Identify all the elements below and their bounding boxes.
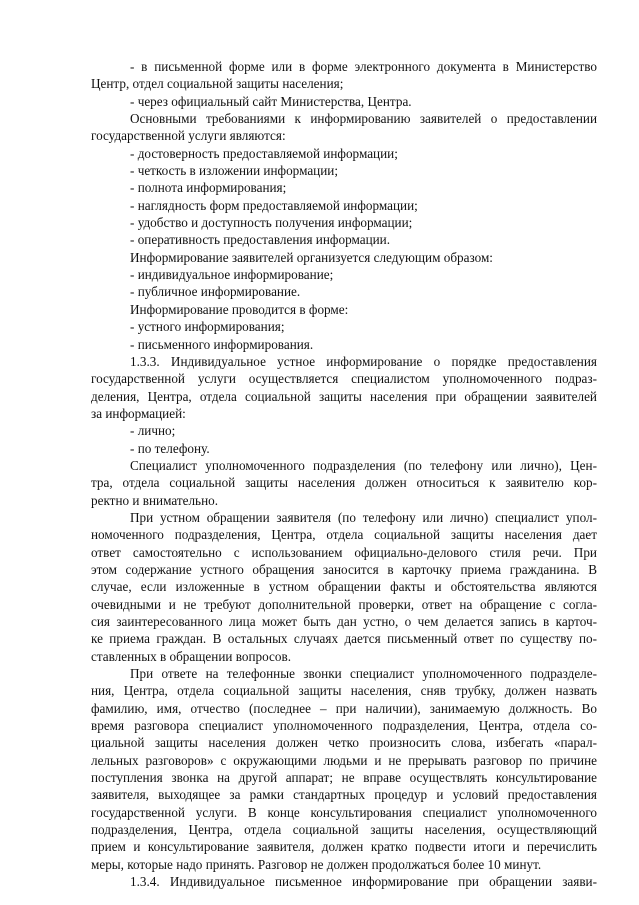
text-line: - оперативность предоставления информации.: [130, 232, 391, 248]
text-line: очевидными и не требуют дополнительной проверки, ответ на обращение с согла-: [91, 596, 597, 612]
text-line: номоченного подразделения, Центра, отдела социальной защиты населения дает: [91, 527, 597, 543]
text-line: 1.3.4. Индивидуальное письменное информирование при обращении заяви-: [130, 874, 597, 890]
text-line: ставленных в обращении вопросов.: [91, 648, 292, 664]
text-line: - полнота информирования;: [130, 180, 287, 196]
document-text: [91, 58, 597, 891]
text-line: сия заинтересованного лица может быть дан устно, о чем делается запись в карточ-: [91, 614, 597, 629]
text-line: - достоверность предоставляемой информации;: [130, 145, 398, 161]
text-line: лельных разговоров» с окружающими людьми и не прерывать разговор по причине: [91, 752, 597, 768]
text-line: Информирование заявителей организуется следующим образом:: [130, 249, 493, 265]
text-line: - наглядность форм предоставляемой информации;: [130, 197, 418, 213]
text-line: государственной услуги. В конце консультирования специалист уполномоченного: [91, 804, 597, 820]
text-line: При устном обращении заявителя (по телефону или лично) специалист упол-: [130, 509, 597, 525]
text-line: 1.3.3. Индивидуальное устное информирование о порядке предоставления: [130, 353, 597, 369]
text-line: ректно и внимательно.: [91, 492, 219, 508]
text-line: - четкость в изложении информации;: [130, 163, 339, 179]
text-line: Центр, отдел социальной защиты населения;: [91, 76, 344, 92]
text-line: случае, если изложенные в устном обращении факты и обстоятельства являются: [91, 579, 597, 595]
text-line: - по телефону.: [130, 440, 210, 456]
text-line: этом содержание устного обращения заносится в карточку приема гражданина. В: [91, 561, 597, 577]
text-line: ния, Центра, отдела социальной защиты населения, сняв трубку, должен назвать: [91, 683, 597, 699]
text-line: за информацией:: [91, 405, 186, 421]
text-line: прием и консультирование заявителя, должен кратко подвести итоги и перечислить: [91, 839, 597, 855]
text-line: - лично;: [130, 423, 176, 439]
text-line: поступления звонка на другой аппарат; не вправе осуществлять консультирование: [91, 770, 597, 786]
text-line: При ответе на телефонные звонки специалист уполномоченного подразделе-: [130, 666, 597, 682]
text-line: фамилию, имя, отчество (последнее – при наличии), занимаемую должность. Во: [91, 700, 597, 716]
text-line: заявителя, выходящее за рамки стандартных процедур и условий предоставления: [91, 787, 597, 803]
text-line: - через официальный сайт Министерства, Центра.: [130, 93, 412, 109]
text-line: - в письменной форме или в форме электронного документа в Министерство: [130, 59, 597, 74]
text-line: Основными требованиями к информированию заявителей о предоставлении: [130, 111, 597, 127]
text-line: государственной услуги являются:: [91, 128, 286, 144]
text-line: время разговора специалист уполномоченного подразделения, Центра, отдела со-: [91, 718, 597, 734]
text-line: ке приема граждан. В остальных случаях дается письменный ответ по существу по-: [91, 631, 597, 647]
text-line: Информирование проводится в форме:: [130, 301, 349, 317]
text-line: государственной услуги осуществляется специалистом уполномоченного подраз-: [91, 371, 597, 387]
text-line: деления, Центра, отдела социальной защиты населения при обращении заявителей: [91, 388, 597, 404]
text-line: меры, которые надо принять. Разговор не должен продолжаться более 10 минут.: [91, 856, 542, 872]
text-line: циальной защиты населения должен четко произносить слова, избегать «парал-: [91, 735, 597, 751]
text-line: - письменного информирования.: [130, 336, 314, 352]
text-line: Специалист уполномоченного подразделения (по телефону или лично), Цен-: [130, 457, 597, 473]
text-line: ответ самостоятельно с использованием официально-делового стиля речи. При: [91, 544, 597, 560]
text-line: подразделения, Центра, отдела социальной защиты населения, осуществляющий: [91, 822, 597, 838]
text-line: - устного информирования;: [130, 319, 285, 335]
text-line: - индивидуальное информирование;: [130, 267, 334, 283]
text-line: - удобство и доступность получения информации;: [130, 215, 413, 231]
text-line: тра, отдела социальной защиты населения должен относиться к заявителю кор-: [91, 475, 597, 491]
text-line: - публичное информирование.: [130, 284, 301, 300]
